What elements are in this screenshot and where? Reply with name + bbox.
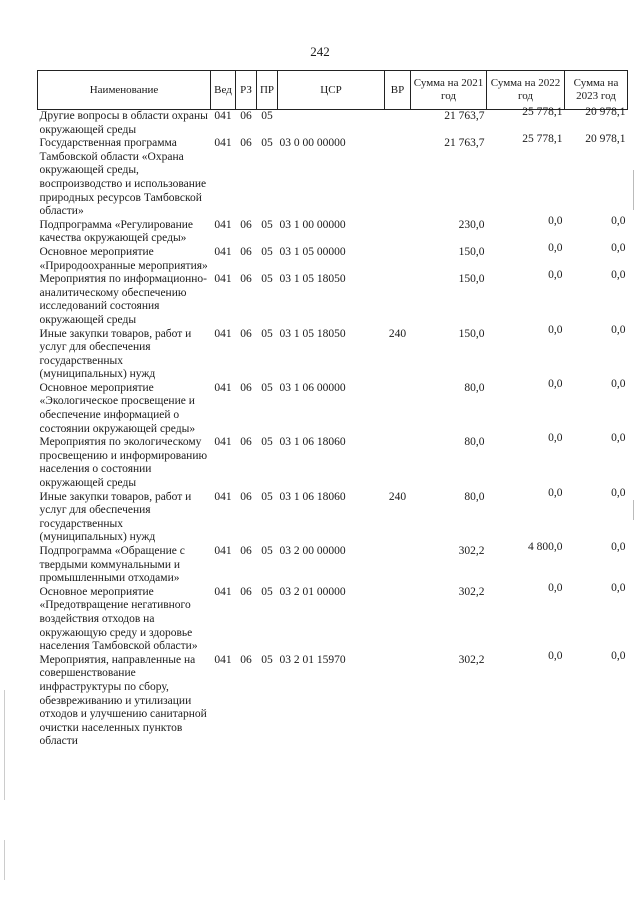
row-vr bbox=[385, 273, 411, 327]
table-row bbox=[38, 273, 628, 327]
row-sum-2021: 80,0 bbox=[464, 381, 485, 394]
row-csr: 03 1 06 18060 bbox=[279, 490, 346, 503]
row-vr bbox=[385, 545, 411, 586]
row-rz: 06 bbox=[240, 137, 252, 150]
row-pr: 05 bbox=[261, 381, 273, 394]
row-csr: 03 0 00 00000 bbox=[279, 137, 346, 150]
row-name: Иные закупки товаров, работ и услуг для обеспечения государственных (муниципальных) нужд bbox=[39, 327, 192, 381]
row-sum-2023: 0,0 bbox=[611, 432, 626, 445]
row-sum-2023: 0,0 bbox=[611, 377, 626, 390]
table-row bbox=[38, 545, 628, 586]
row-sum-2022: 0,0 bbox=[548, 432, 563, 445]
row-vr bbox=[385, 382, 411, 436]
header-sum-2023: Сумма на 2023 год bbox=[565, 71, 628, 110]
row-csr: 03 1 05 18050 bbox=[279, 327, 346, 340]
header-name: Наименование bbox=[38, 71, 211, 110]
table-row bbox=[38, 436, 628, 490]
row-csr: 03 1 00 00000 bbox=[279, 218, 346, 231]
header-vr: ВР bbox=[385, 71, 411, 110]
row-sum-2021: 150,0 bbox=[458, 273, 485, 286]
scan-edge-mark bbox=[633, 500, 634, 520]
row-sum-2022: 0,0 bbox=[548, 214, 563, 227]
row-ved: 041 bbox=[214, 273, 232, 286]
row-name: Подпрограмма «Обращение с твердыми коммунальными и промышленными отходами» bbox=[39, 545, 185, 585]
row-pr: 05 bbox=[261, 436, 273, 449]
table-row bbox=[38, 654, 628, 749]
row-ved: 041 bbox=[214, 585, 232, 598]
row-csr bbox=[278, 110, 385, 138]
row-sum-2022: 0,0 bbox=[548, 241, 563, 254]
row-vr: 240 bbox=[388, 327, 407, 340]
row-rz: 06 bbox=[240, 327, 252, 340]
row-sum-2021: 21 763,7 bbox=[444, 110, 485, 122]
row-ved: 041 bbox=[214, 245, 232, 258]
table-header-row bbox=[38, 71, 628, 110]
row-sum-2021: 21 763,7 bbox=[444, 137, 485, 150]
row-vr bbox=[385, 246, 411, 273]
row-vr: 240 bbox=[388, 490, 407, 503]
row-sum-2023: 0,0 bbox=[611, 541, 626, 553]
row-csr: 03 2 01 00000 bbox=[279, 585, 346, 598]
row-sum-2022: 0,0 bbox=[548, 323, 563, 336]
row-sum-2022: 25 778,1 bbox=[522, 133, 563, 146]
row-pr: 05 bbox=[261, 653, 273, 666]
row-csr: 03 1 05 18050 bbox=[279, 273, 346, 286]
row-name: Основное мероприятие «Предотвращение негативного воздействия отходов на окружающую среду и здоровье населения Тамбовской области» bbox=[39, 585, 198, 653]
row-vr bbox=[385, 219, 411, 246]
row-sum-2023: 0,0 bbox=[611, 323, 626, 336]
row-sum-2021: 302,2 bbox=[458, 653, 485, 666]
row-sum-2023: 0,0 bbox=[611, 241, 626, 254]
row-sum-2021: 230,0 bbox=[458, 218, 485, 231]
row-name: Другие вопросы в области охраны окружающей среды bbox=[39, 110, 208, 136]
budget-table bbox=[37, 70, 628, 749]
row-rz: 06 bbox=[240, 245, 252, 258]
row-ved: 041 bbox=[214, 218, 232, 231]
row-sum-2021: 150,0 bbox=[458, 245, 485, 258]
row-rz: 06 bbox=[240, 110, 252, 122]
row-vr bbox=[385, 110, 411, 138]
row-pr: 05 bbox=[261, 327, 273, 340]
row-name: Основное мероприятие «Экологическое просвещение и обеспечение информацией о состоянии окружающей среды» bbox=[39, 381, 196, 435]
row-name: Мероприятия по информационно-аналитическому обеспечению исследований состояния окружающей среды bbox=[39, 273, 207, 326]
row-pr: 05 bbox=[261, 137, 273, 150]
row-name: Основное мероприятие «Природоохранные мероприятия» bbox=[39, 245, 208, 272]
row-pr: 05 bbox=[261, 273, 273, 286]
row-ved: 041 bbox=[214, 327, 232, 340]
row-sum-2023: 20 978,1 bbox=[585, 133, 626, 146]
row-sum-2022: 0,0 bbox=[548, 581, 563, 594]
row-name: Государственная программа Тамбовской области «Охрана окружающей среды, воспроизводство и использование природных ресурсов Тамбовской области» bbox=[39, 137, 207, 218]
header-pr: ПР bbox=[257, 71, 278, 110]
row-sum-2022: 0,0 bbox=[548, 269, 563, 282]
row-sum-2021: 80,0 bbox=[464, 436, 485, 449]
row-sum-2023: 20 978,1 bbox=[585, 106, 626, 118]
row-rz: 06 bbox=[240, 653, 252, 666]
row-ved: 041 bbox=[214, 381, 232, 394]
row-pr: 05 bbox=[261, 110, 273, 122]
row-vr bbox=[385, 654, 411, 749]
table-row bbox=[38, 491, 628, 545]
row-sum-2022: 0,0 bbox=[548, 486, 563, 499]
row-ved: 041 bbox=[214, 436, 232, 449]
row-rz: 06 bbox=[240, 273, 252, 286]
row-sum-2021: 302,2 bbox=[458, 545, 485, 557]
row-sum-2023: 0,0 bbox=[611, 486, 626, 499]
table-row bbox=[38, 382, 628, 436]
row-vr bbox=[385, 586, 411, 654]
row-name: Подпрограмма «Регулирование качества окружающей среды» bbox=[39, 218, 194, 245]
row-ved: 041 bbox=[214, 653, 232, 666]
row-pr: 05 bbox=[261, 545, 273, 557]
scan-edge-mark bbox=[633, 170, 634, 210]
header-sum-2021: Сумма на 2021 год bbox=[411, 71, 487, 110]
row-csr: 03 1 06 18060 bbox=[279, 436, 346, 449]
row-sum-2022: 25 778,1 bbox=[522, 106, 563, 118]
row-sum-2023: 0,0 bbox=[611, 581, 626, 594]
row-rz: 06 bbox=[240, 218, 252, 231]
scan-left-mark bbox=[4, 690, 5, 800]
row-csr: 03 2 00 00000 bbox=[279, 545, 346, 557]
row-pr: 05 bbox=[261, 245, 273, 258]
row-rz: 06 bbox=[240, 545, 252, 557]
table-row bbox=[38, 328, 628, 382]
row-rz: 06 bbox=[240, 585, 252, 598]
header-rz: РЗ bbox=[236, 71, 257, 110]
header-sum-2022: Сумма на 2022 год bbox=[487, 71, 565, 110]
row-sum-2021: 80,0 bbox=[464, 490, 485, 503]
row-sum-2023: 0,0 bbox=[611, 649, 626, 662]
row-name: Мероприятия по экологическому просвещению и информированию населения о состоянии окружающей среды bbox=[39, 436, 208, 490]
row-sum-2021: 150,0 bbox=[458, 327, 485, 340]
row-sum-2022: 0,0 bbox=[548, 649, 563, 662]
row-sum-2022: 4 800,0 bbox=[528, 541, 563, 553]
scan-left-mark bbox=[4, 840, 5, 880]
row-sum-2023: 0,0 bbox=[611, 269, 626, 282]
row-ved: 041 bbox=[214, 137, 232, 150]
row-name: Мероприятия, направленные на совершенствование инфраструктуры по сбору, обезвреживанию и утилизации отходов и улучшению санитарной очистки населенных пунктов области bbox=[39, 653, 207, 748]
row-name: Иные закупки товаров, работ и услуг для обеспечения государственных (муниципальных) нужд bbox=[39, 490, 192, 544]
row-pr: 05 bbox=[261, 490, 273, 503]
row-csr: 03 1 05 00000 bbox=[279, 245, 346, 258]
table-row bbox=[38, 586, 628, 654]
row-rz: 06 bbox=[240, 490, 252, 503]
page-number: 242 bbox=[310, 44, 330, 59]
row-sum-2021: 302,2 bbox=[458, 585, 485, 598]
header-ved: Вед bbox=[211, 71, 236, 110]
row-ved: 041 bbox=[214, 490, 232, 503]
row-rz: 06 bbox=[240, 381, 252, 394]
row-csr: 03 2 01 15970 bbox=[279, 653, 346, 666]
row-ved: 041 bbox=[214, 110, 232, 122]
row-sum-2023: 0,0 bbox=[611, 214, 626, 227]
row-vr bbox=[385, 137, 411, 219]
row-rz: 06 bbox=[240, 436, 252, 449]
row-pr: 05 bbox=[261, 218, 273, 231]
table-body bbox=[38, 106, 628, 749]
row-ved: 041 bbox=[214, 545, 232, 557]
row-csr: 03 1 06 00000 bbox=[279, 381, 346, 394]
row-vr bbox=[385, 436, 411, 490]
row-pr: 05 bbox=[261, 585, 273, 598]
table-row bbox=[38, 137, 628, 219]
row-sum-2022: 0,0 bbox=[548, 377, 563, 390]
header-csr: ЦСР bbox=[278, 71, 385, 110]
